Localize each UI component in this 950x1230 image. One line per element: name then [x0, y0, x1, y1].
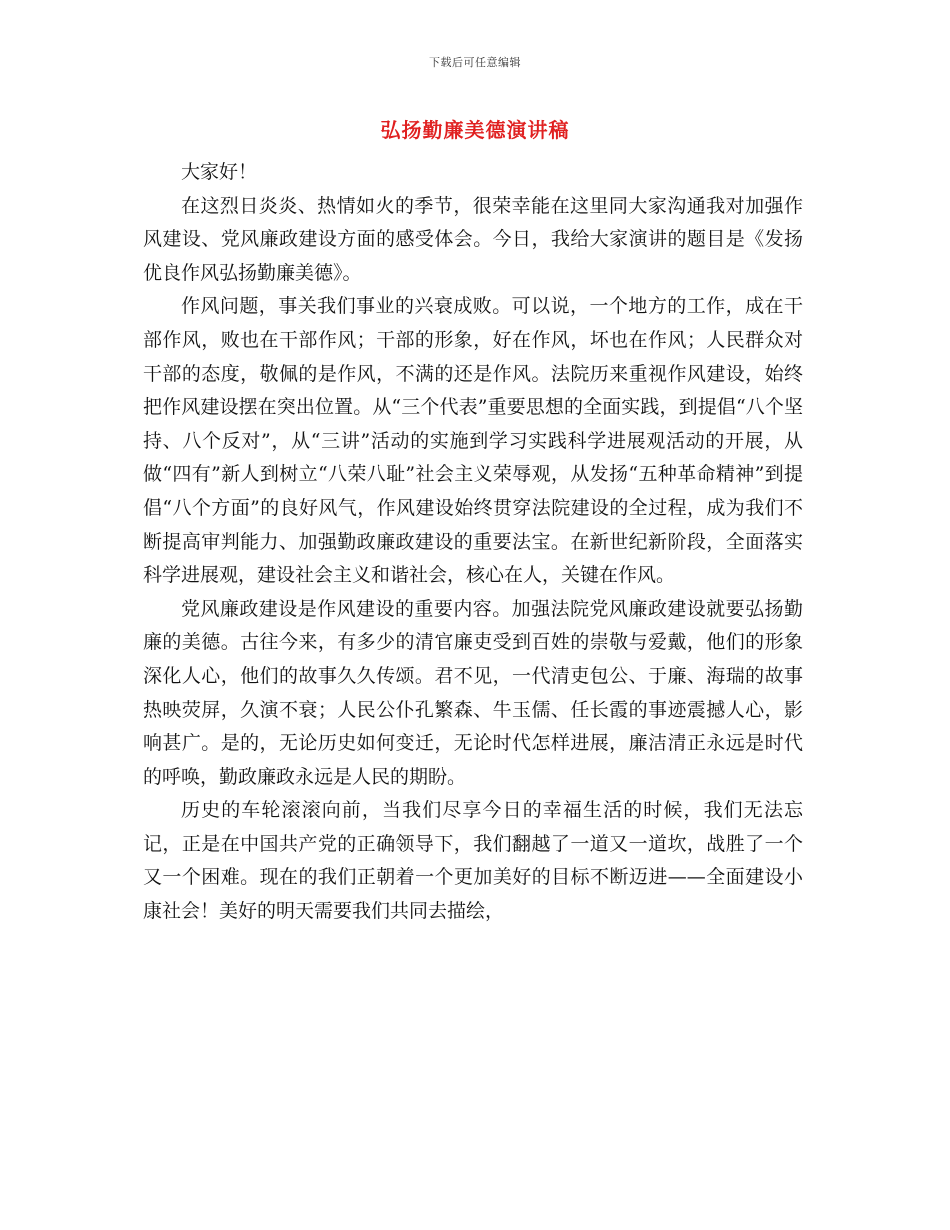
- paragraph-greeting: 大家好！: [181, 161, 258, 183]
- paragraph: 在这烈日炎炎、热情如火的季节，很荣幸能在这里同大家沟通我对加强作风建设、党风廉政建设方面的感受体会。今日，我给大家演讲的题目是《发扬优良作风弘扬勤廉美德》。: [143, 194, 803, 284]
- document-title: 弘扬勤廉美德演讲稿: [380, 118, 570, 142]
- header-note: 下载后可任意编辑: [429, 56, 521, 69]
- paragraph: 作风问题，事关我们事业的兴衰成败。可以说，一个地方的工作，成在干部作风，败也在干部作风；干部的形象，好在作风，坏也在作风；人民群众对干部的态度，敬佩的是作风，不满的还是作风。法院历来重视作风建设，始终把作风建设摆在突出位置。从“三个代表”重要思想的全面实践，到提倡“八个坚持、八个反对”，从“三讲”活动的实施到学习实践科学进展观活动的开展，从做“四有”新人到树立“八荣八耻”社会主义荣辱观，从发扬“五种革命精神”到提倡“八个方面”的良好风气，作风建设始终贯穿法院建设的全过程，成为我们不断提高审判能力、加强勤政廉政建设的重要法宝。在新世纪新阶段，全面落实科学进展观，建设社会主义和谐社会，核心在人，关键在作风。: [143, 295, 803, 587]
- paragraph: 党风廉政建设是作风建设的重要内容。加强法院党风廉政建设就要弘扬勤廉的美德。古往今来，有多少的清官廉吏受到百姓的崇敬与爱戴，他们的形象深化人心，他们的故事久久传颂。君不见，一代清吏包公、于廉、海瑞的故事热映荧屏，久演不衰；人民公仆孔繁森、牛玉儒、任长霞的事迹震撼人心，影响甚广。是的，无论历史如何变迁，无论时代怎样进展，廉洁清正永远是时代的呼唤，勤政廉政永远是人民的期盼。: [143, 597, 803, 788]
- document-body: [143, 156, 803, 929]
- paragraph: 历史的车轮滚滚向前，当我们尽享今日的幸福生活的时候，我们无法忘记，正是在中国共产党的正确领导下，我们翻越了一道又一道坎，战胜了一个又一个困难。现在的我们正朝着一个更加美好的目标不断迈进——全面建设小康社会！美好的明天需要我们共同去描绘，: [143, 799, 803, 923]
